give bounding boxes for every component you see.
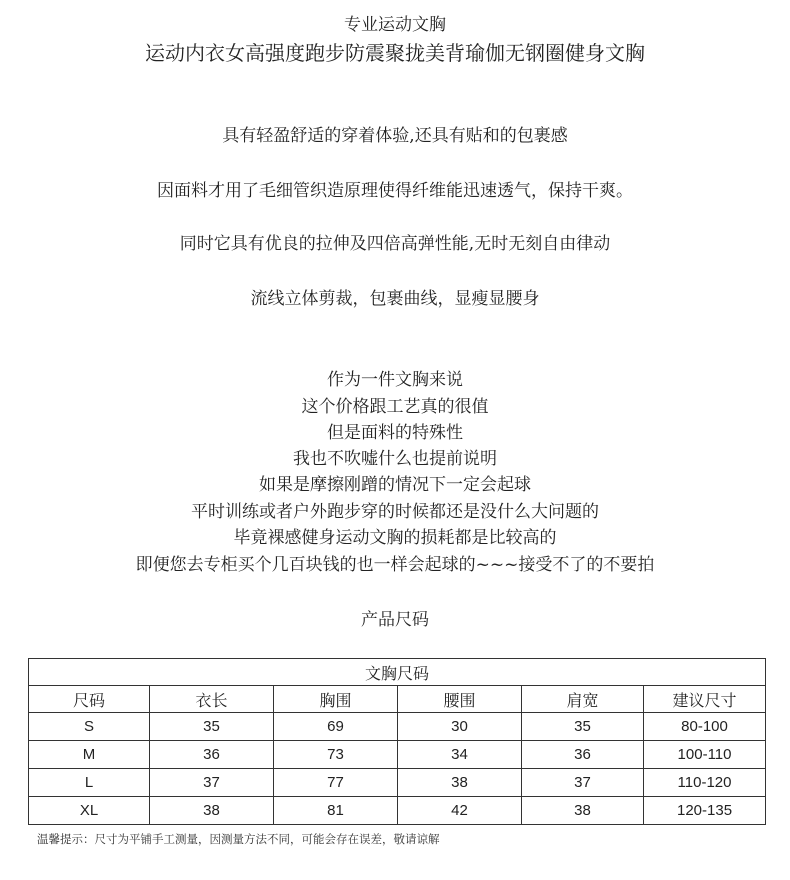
column-header: 胸围 [274, 686, 398, 713]
table-cell: 100-110 [644, 741, 766, 769]
table-cell: 38 [522, 797, 644, 825]
table-cell: 35 [522, 713, 644, 741]
statement-line: 作为一件文胸来说 [327, 370, 463, 390]
table-cell: S [29, 713, 150, 741]
feature-line: 同时它具有优良的拉伸及四倍高弹性能,无时无刻自由律动 [179, 234, 611, 254]
table-cell: M [29, 741, 150, 769]
statement-line: 这个价格跟工艺真的很值 [301, 397, 489, 417]
table-cell: 38 [398, 769, 522, 797]
product-title: 专业运动文胸 [344, 15, 446, 35]
table-cell: 77 [274, 769, 398, 797]
table-cell: 34 [398, 741, 522, 769]
feature-line: 流线立体剪裁，包裹曲线，显瘦显腰身 [250, 289, 540, 309]
statement-line: 毕竟裸感健身运动文胸的损耗都是比较高的 [233, 528, 557, 548]
product-subtitle: 运动内衣女高强度跑步防震聚拢美背瑜伽无钢圈健身文胸 [145, 41, 645, 65]
column-header: 衣长 [150, 686, 274, 713]
statement-line: 但是面料的特殊性 [327, 423, 463, 443]
table-caption-row [29, 659, 766, 686]
table-cell: 35 [150, 713, 274, 741]
table-cell: 36 [522, 741, 644, 769]
column-header: 尺码 [29, 686, 150, 713]
table-row [29, 797, 766, 825]
table-row [29, 713, 766, 741]
column-header: 腰围 [398, 686, 522, 713]
table-cell: 110-120 [644, 769, 766, 797]
table-cell: 36 [150, 741, 274, 769]
statement-line: 我也不吹嘘什么也提前说明 [293, 449, 497, 469]
size-table [28, 658, 766, 825]
statement-line: 平时训练或者户外跑步穿的时候都还是没什么大问题的 [191, 502, 599, 522]
table-header-row [29, 686, 766, 713]
measurement-note: 温馨提示：尺寸为平铺手工测量，因测量方法不同，可能会存在误差，敬请谅解 [37, 832, 440, 846]
table-cell: L [29, 769, 150, 797]
table-cell: 30 [398, 713, 522, 741]
table-row [29, 741, 766, 769]
statement-line: 即便您去专柜买个几百块钱的也一样会起球的~~~接受不了的不要拍 [135, 555, 655, 575]
table-cell: 81 [274, 797, 398, 825]
size-heading: 产品尺码 [361, 610, 429, 630]
table-cell: 37 [150, 769, 274, 797]
statement-line: 如果是摩擦刚蹭的情况下一定会起球 [259, 475, 531, 495]
table-caption: 文胸尺码 [29, 659, 766, 686]
feature-line: 具有轻盈舒适的穿着体验,还具有贴和的包裹感 [222, 126, 568, 146]
table-cell: 73 [274, 741, 398, 769]
table-cell: XL [29, 797, 150, 825]
table-cell: 120-135 [644, 797, 766, 825]
column-header: 建议尺寸 [644, 686, 766, 713]
table-cell: 80-100 [644, 713, 766, 741]
table-cell: 42 [398, 797, 522, 825]
table-cell: 38 [150, 797, 274, 825]
column-header: 肩宽 [522, 686, 644, 713]
table-cell: 37 [522, 769, 644, 797]
table-row [29, 769, 766, 797]
feature-line: 因面料才用了毛细管织造原理使得纤维能迅速透气，保持干爽。 [157, 181, 633, 201]
table-cell: 69 [274, 713, 398, 741]
